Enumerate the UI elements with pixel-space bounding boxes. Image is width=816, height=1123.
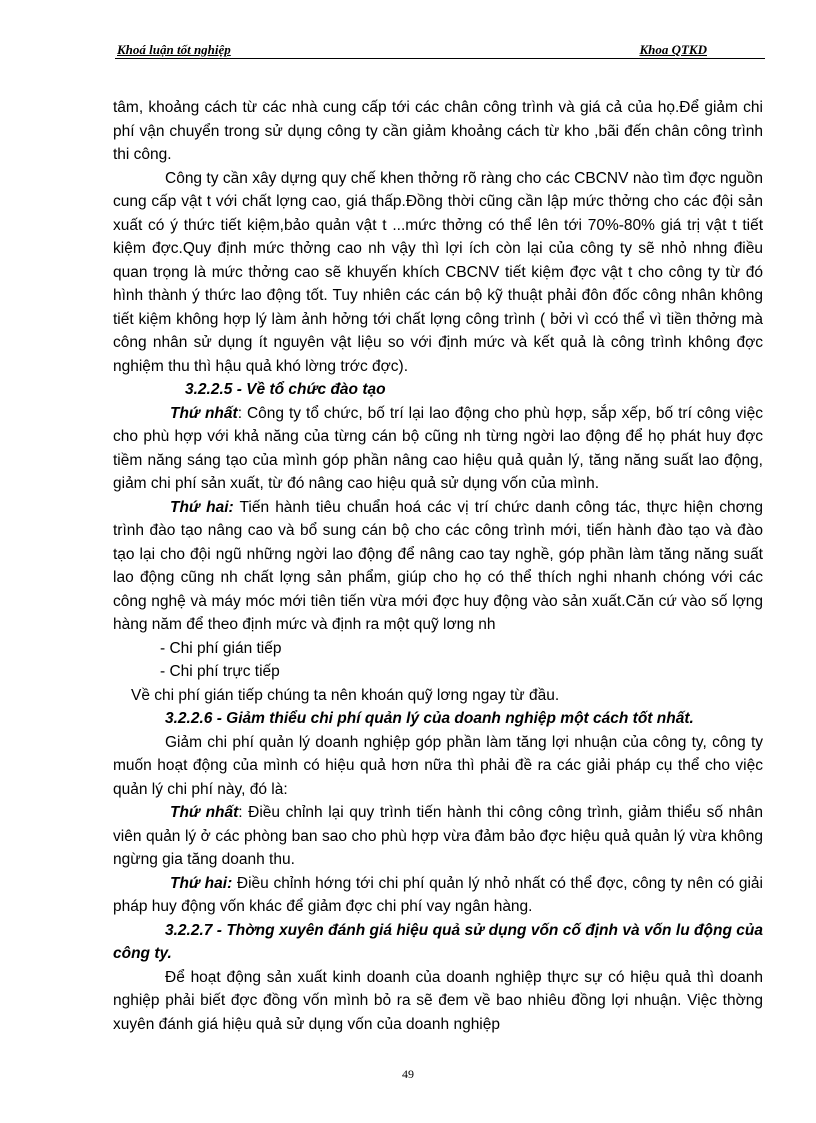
paragraph-text: Điều chỉnh hớng tới chi phí quản lý nhỏ nhất có thể đợc, công ty nên có giải pháp huy động vốn khác để giảm đợc chi phí vay ngân hàng. (113, 874, 763, 915)
paragraph: Để hoạt động sản xuất kinh doanh của doanh nghiệp thực sự có hiệu quả thì doanh nghiệp phải biết đợc đồng vốn mình bỏ ra sẽ đem về bao nhiêu đồng lợi nhuận. Việc thờng xuyên đánh giá hiệu quả sử dụng vốn của doanh nghiệp (113, 968, 763, 1033)
emphasis-label: Thứ hai: (170, 874, 233, 892)
emphasis-label: Thứ nhất (170, 404, 238, 422)
paragraph (113, 872, 763, 919)
paragraph: Về chi phí gián tiếp chúng ta nên khoán quỹ lơng ngay từ đầu. (131, 686, 560, 704)
list-item: - Chi phí trực tiếp (160, 663, 280, 680)
paragraph-text: : Công ty tổ chức, bố trí lại lao động cho phù hợp, sắp xếp, bố trí công việc cho phù hợp với khả năng của từng cán bộ cũng nh từng ngời lao động để họ phát huy đợc tiềm năng sáng tạo của mình góp phần nâng cao hiệu quả quản lý, tăng năng suất lao động, giảm chi phí sản xuất, từ đó nâng cao hiệu quả sử dụng vốn của mình. (113, 404, 763, 492)
paragraph-text: : Điều chỉnh lại quy trình tiến hành thi công công trình, giảm thiểu số nhân viên quản lý ở các phòng ban sao cho phù hợp vừa đảm bảo đợc hiệu quả quản lý vừa không ngừng gia tăng doanh thu. (113, 804, 764, 868)
paragraph (113, 402, 763, 496)
emphasis-label: Thứ nhất (170, 804, 239, 821)
paragraph: Giảm chi phí quản lý doanh nghiệp góp phần làm tăng lợi nhuận của công ty, công ty muốn hoạt động của mình có hiệu quả hơn nữa thì phải đề ra các giải pháp cụ thể cho việc quản lý chi phí này, đó là: (113, 733, 763, 798)
paragraph-text: Tiến hành tiêu chuẩn hoá các vị trí chức danh công tác, thực hiện chơng trình đào tạo nâng cao và bổ sung cán bộ cho các công trình mới, tiến hành đào tạo và đào tạo lại cho đội ngũ những ngời lao động để nâng cao tay nghề, góp phần làm tăng năng suất lao động cũng nh chất lợng sản phẩm, giúp cho họ có thể thích nghi nhanh chóng với các công nghệ và máy móc mới tiên tiến vừa mới đợc huy động vào sản xuất.Căn cứ vào số lợng hàng năm để theo định mức và định ra một quỹ lơng nh (113, 498, 763, 633)
section-heading: 3.2.2.6 - Giảm thiểu chi phí quản lý của doanh nghiệp một cách tốt nhất. (165, 710, 694, 727)
section-heading: 3.2.2.5 - Về tổ chức đào tạo (185, 381, 386, 398)
paragraph: tâm, khoảng cách từ các nhà cung cấp tới các chân công trình và giá cả của họ.Để giảm chi phí vận chuyển trong sử dụng công ty cần giảm khoảng cách từ kho ,bãi đến chân công trình thi công. (113, 99, 763, 163)
list-item: - Chi phí gián tiếp (160, 639, 282, 657)
header-left-text: Khoá luận tốt nghiệp (117, 42, 231, 57)
paragraph (113, 801, 763, 872)
emphasis-label: Thứ hai: (170, 498, 234, 516)
page-number: 49 (402, 1067, 414, 1081)
document-body (113, 96, 763, 1036)
section-heading: 3.2.2.7 - Thờng xuyên đánh giá hiệu quả sử dụng vốn cố định và vốn lu động của công ty. (113, 921, 763, 962)
paragraph (113, 496, 763, 637)
paragraph: Công ty cần xây dựng quy chế khen thởng rõ ràng cho các CBCNV nào tìm đợc nguồn cung cấp vật t với chất lợng cao, giá thấp.Đồng thời cũng cần lập mức thởng cho các đội sản xuất có ý thức tiết kiệm,bảo quản vật t ...mức thởng có thể lên tới 70%-80% giá trị vật t tiết kiệm đợc.Quy định mức thởng cao nh vậy thì lợi ích còn lại của công ty sẽ nhỏ nhng điều quan trọng là mức thởng cao sẽ khuyến khích CBCNV tiết kiệm đợc vật t cho công ty từ đó hình thành ý thức lao động tốt. Tuy nhiên các cán bộ kỹ thuật phải đôn đốc công nhân không tiết kiệm không hợp lý làm ảnh hởng tới chất lợng công trình ( bởi vì ccó thể vì tiền thởng mà công nhân sử dụng ít nguyên vật liệu so với định mức và kết quả là công trình không đợc nghiệm thu thì hậu quả khó lờng trớc đợc). (113, 169, 763, 375)
page-header (115, 36, 765, 59)
header-right-text: Khoa QTKD (639, 42, 707, 57)
